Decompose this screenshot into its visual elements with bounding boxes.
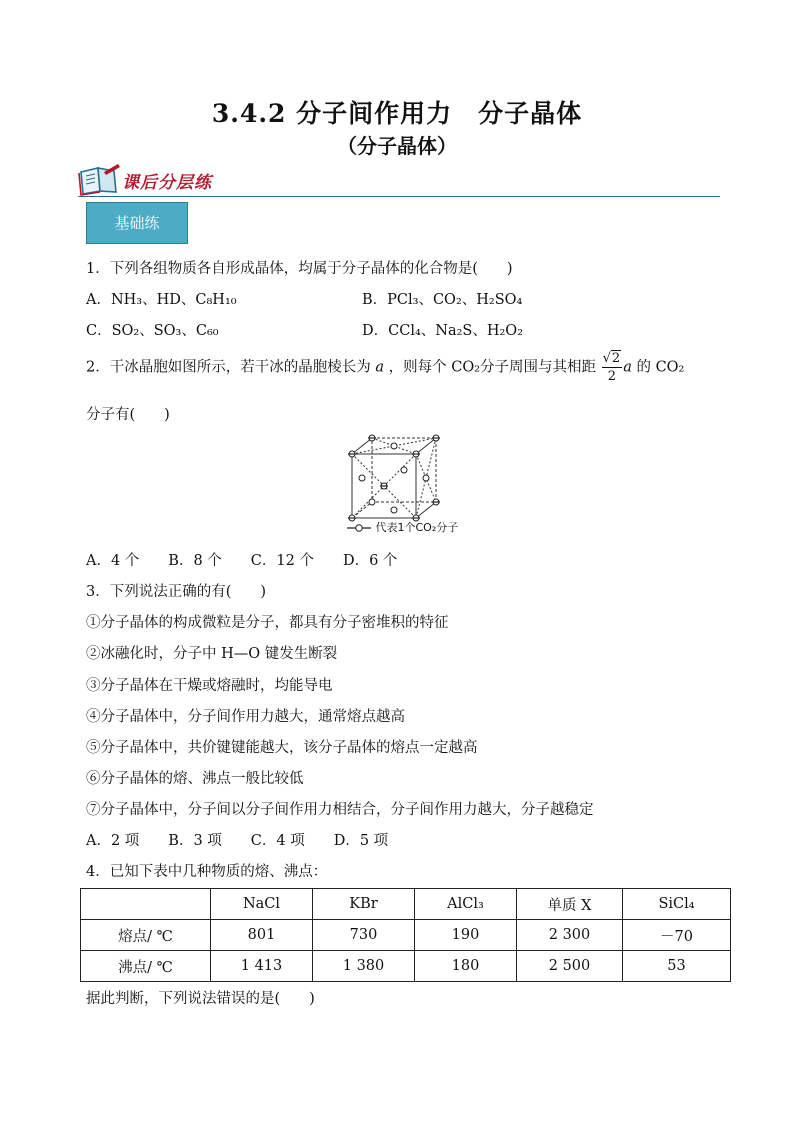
table-cell: 沸点/ ℃ [81, 951, 211, 982]
table-cell: NaCl [211, 889, 313, 920]
brand-label: 课后分层练 [122, 173, 212, 193]
table-cell: 2 500 [517, 951, 623, 982]
q3-item: ②冰融化时，分子中 H—O 键发生断裂 [86, 646, 338, 662]
q2-stem-part2: ，则每个 CO₂分子周围与其相距 [388, 359, 597, 376]
table-cell: SiCl₄ [623, 889, 731, 920]
page-title: 3.4.2 分子间作用力 分子晶体 [211, 99, 583, 128]
question-4-stem: 4．已知下表中几种物质的熔、沸点： [86, 864, 328, 880]
table-row [81, 951, 731, 982]
table-cell: －70 [623, 920, 731, 951]
melting-boiling-table [80, 888, 731, 982]
question-3-stem: 3．下列说法正确的有( ) [86, 584, 267, 600]
q2-frac-den: 2 [607, 369, 617, 384]
co2-molecule-icon [346, 523, 372, 533]
q3-item: ①分子晶体的构成微粒是分子，都具有分子密堆积的特征 [86, 615, 449, 631]
q2-frac-num: 2 [611, 351, 621, 366]
q2-stem-part3: 的 CO₂ [636, 359, 685, 376]
q1-option-a: A．NH₃、HD、C₈H₁₀ [86, 292, 237, 308]
book-icon [78, 164, 122, 196]
q2-var-a: a [375, 359, 384, 376]
table-cell: KBr [313, 889, 415, 920]
figure-caption-text: 代表1个CO₂分子 [375, 521, 459, 534]
table-cell: 180 [415, 951, 517, 982]
question-1-stem: 1．下列各组物质各自形成晶体，均属于分子晶体的化合物是( ) [86, 261, 513, 277]
q2-var-a-2: a [623, 359, 632, 376]
q3-item: ④分子晶体中，分子间作用力越大，通常熔点越高 [86, 709, 405, 725]
q3-item: ⑥分子晶体的熔、沸点一般比较低 [86, 771, 304, 787]
table-cell: 801 [211, 920, 313, 951]
question-2-stem [86, 352, 684, 383]
table-cell: 730 [313, 920, 415, 951]
question-2-stem-line2: 分子有( ) [86, 407, 170, 423]
table-row [81, 920, 731, 951]
table-cell: 53 [623, 951, 731, 982]
header-rule [78, 196, 720, 197]
figure-caption [346, 519, 458, 535]
table-cell: AlCl₃ [415, 889, 517, 920]
q2-stem-part1: 2．干冰晶胞如图所示，若干冰的晶胞棱长为 [86, 359, 371, 376]
q2-fraction: $\frac{√2}{2}$ [602, 351, 621, 384]
section-tag: 基础练 [86, 202, 188, 244]
table-cell: 190 [415, 920, 517, 951]
q2-options: A．4 个 B．8 个 C．12 个 D．6 个 [86, 553, 398, 569]
q3-item: ⑦分子晶体中，分子间以分子间作用力相结合，分子间作用力越大，分子越稳定 [86, 802, 594, 818]
table-cell: 熔点/ ℃ [81, 920, 211, 951]
table-cell: 1 413 [211, 951, 313, 982]
table-cell: 单质 X [517, 889, 623, 920]
page-subtitle: （分子晶体） [337, 134, 457, 158]
q3-options: A．2 项 B．3 项 C．4 项 D．5 项 [86, 833, 389, 849]
table-header-row [81, 889, 731, 920]
brand-header [78, 162, 258, 198]
q1-option-b: B．PCl₃、CO₂、H₂SO₄ [362, 292, 523, 308]
table-cell: 2 300 [517, 920, 623, 951]
q3-item: ③分子晶体在干燥或熔融时，均能导电 [86, 678, 333, 694]
q4-after-table: 据此判断，下列说法错误的是( ) [86, 991, 315, 1007]
q3-item: ⑤分子晶体中，共价键键能越大，该分子晶体的熔点一定越高 [86, 740, 478, 756]
q1-option-c: C．SO₂、SO₃、C₆₀ [86, 323, 219, 339]
table-cell [81, 889, 211, 920]
q1-option-d: D．CCl₄、Na₂S、H₂O₂ [362, 323, 524, 339]
table-cell: 1 380 [313, 951, 415, 982]
